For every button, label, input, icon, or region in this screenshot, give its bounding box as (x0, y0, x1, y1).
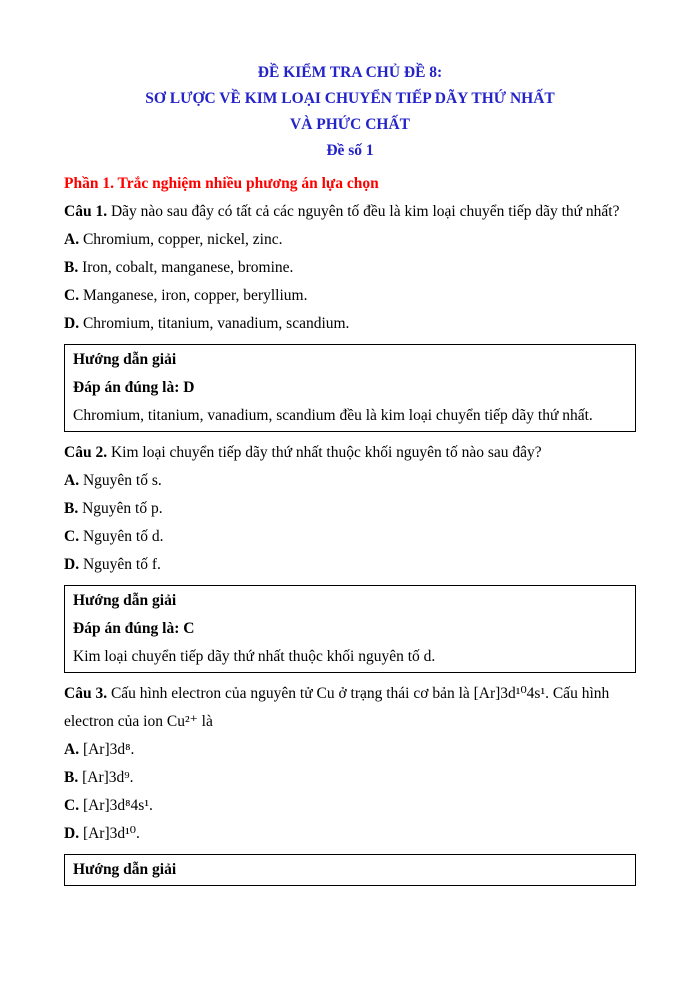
question-1 (64, 198, 636, 432)
question-3-option-c (64, 792, 636, 820)
option-b-text: Iron, cobalt, manganese, bromine. (78, 259, 294, 276)
option-b-label: B. (64, 259, 79, 276)
option-d-text: [Ar]3d¹⁰. (79, 825, 140, 842)
question-3-text (64, 680, 636, 736)
solution-heading: Hướng dẫn giải (73, 351, 177, 368)
question-3-option-a (64, 736, 636, 764)
option-c-text: [Ar]3d⁸4s¹. (79, 797, 153, 814)
question-3-solution-box (64, 854, 636, 886)
solution-answer: Đáp án đúng là: D (73, 379, 195, 396)
option-b-label: B. (64, 769, 79, 786)
question-2-option-d (64, 551, 636, 579)
option-a-label: A. (64, 472, 80, 489)
question-1-stem: Dãy nào sau đây có tất cả các nguyên tố đều là kim loại chuyển tiếp dãy thứ nhất? (107, 203, 620, 220)
question-1-solution-box (64, 344, 636, 432)
question-3 (64, 680, 636, 886)
question-2-option-b (64, 495, 636, 523)
title-line-1: ĐỀ KIỂM TRA CHỦ ĐỀ 8: (257, 64, 443, 81)
title-line-2: SƠ LƯỢC VỀ KIM LOẠI CHUYỂN TIẾP DÃY THỨ NHẤT (145, 90, 555, 107)
option-d-text: Nguyên tố f. (79, 556, 161, 573)
solution-explanation: Chromium, titanium, vanadium, scandium đều là kim loại chuyển tiếp dãy thứ nhất. (73, 407, 593, 424)
question-2-text (64, 439, 636, 467)
option-c-label: C. (64, 287, 80, 304)
question-3-label: Câu 3. (64, 685, 108, 702)
option-d-label: D. (64, 825, 80, 842)
question-2-label: Câu 2. (64, 444, 108, 461)
option-b-label: B. (64, 500, 79, 517)
option-a-text: Nguyên tố s. (79, 472, 162, 489)
question-1-text (64, 198, 636, 226)
question-2-solution-box (64, 585, 636, 673)
option-a-text: Chromium, copper, nickel, zinc. (79, 231, 283, 248)
option-b-text: Nguyên tố p. (78, 500, 163, 517)
solution-explanation: Kim loại chuyển tiếp dãy thứ nhất thuộc khối nguyên tố d. (73, 648, 436, 665)
option-d-label: D. (64, 315, 80, 332)
solution-heading: Hướng dẫn giải (73, 592, 177, 609)
option-c-label: C. (64, 797, 80, 814)
question-1-option-c (64, 282, 636, 310)
title-line-3: VÀ PHỨC CHẤT (290, 116, 410, 133)
question-3-option-d (64, 820, 636, 848)
question-2 (64, 439, 636, 673)
question-1-option-b (64, 254, 636, 282)
document-title-block (64, 60, 636, 164)
question-2-option-c (64, 523, 636, 551)
question-1-option-a (64, 226, 636, 254)
option-c-text: Manganese, iron, copper, beryllium. (79, 287, 308, 304)
option-b-text: [Ar]3d⁹. (78, 769, 134, 786)
solution-answer: Đáp án đúng là: C (73, 620, 195, 637)
option-a-text: [Ar]3d⁸. (79, 741, 135, 758)
question-1-option-d (64, 310, 636, 338)
option-c-label: C. (64, 528, 80, 545)
option-c-text: Nguyên tố d. (79, 528, 164, 545)
option-a-label: A. (64, 741, 80, 758)
solution-heading: Hướng dẫn giải (73, 861, 177, 878)
question-1-label: Câu 1. (64, 203, 108, 220)
question-2-option-a (64, 467, 636, 495)
question-2-stem: Kim loại chuyển tiếp dãy thứ nhất thuộc khối nguyên tố nào sau đây? (107, 444, 542, 461)
title-line-4: Đề số 1 (326, 142, 374, 159)
question-3-stem: Cấu hình electron của nguyên tử Cu ở trạng thái cơ bản là [Ar]3d¹⁰4s¹. Cấu hình electron của ion Cu²⁺ là (64, 685, 610, 730)
option-d-text: Chromium, titanium, vanadium, scandium. (79, 315, 350, 332)
option-d-label: D. (64, 556, 80, 573)
question-3-option-b (64, 764, 636, 792)
section-heading: Phần 1. Trắc nghiệm nhiều phương án lựa chọn (64, 175, 379, 192)
option-a-label: A. (64, 231, 80, 248)
